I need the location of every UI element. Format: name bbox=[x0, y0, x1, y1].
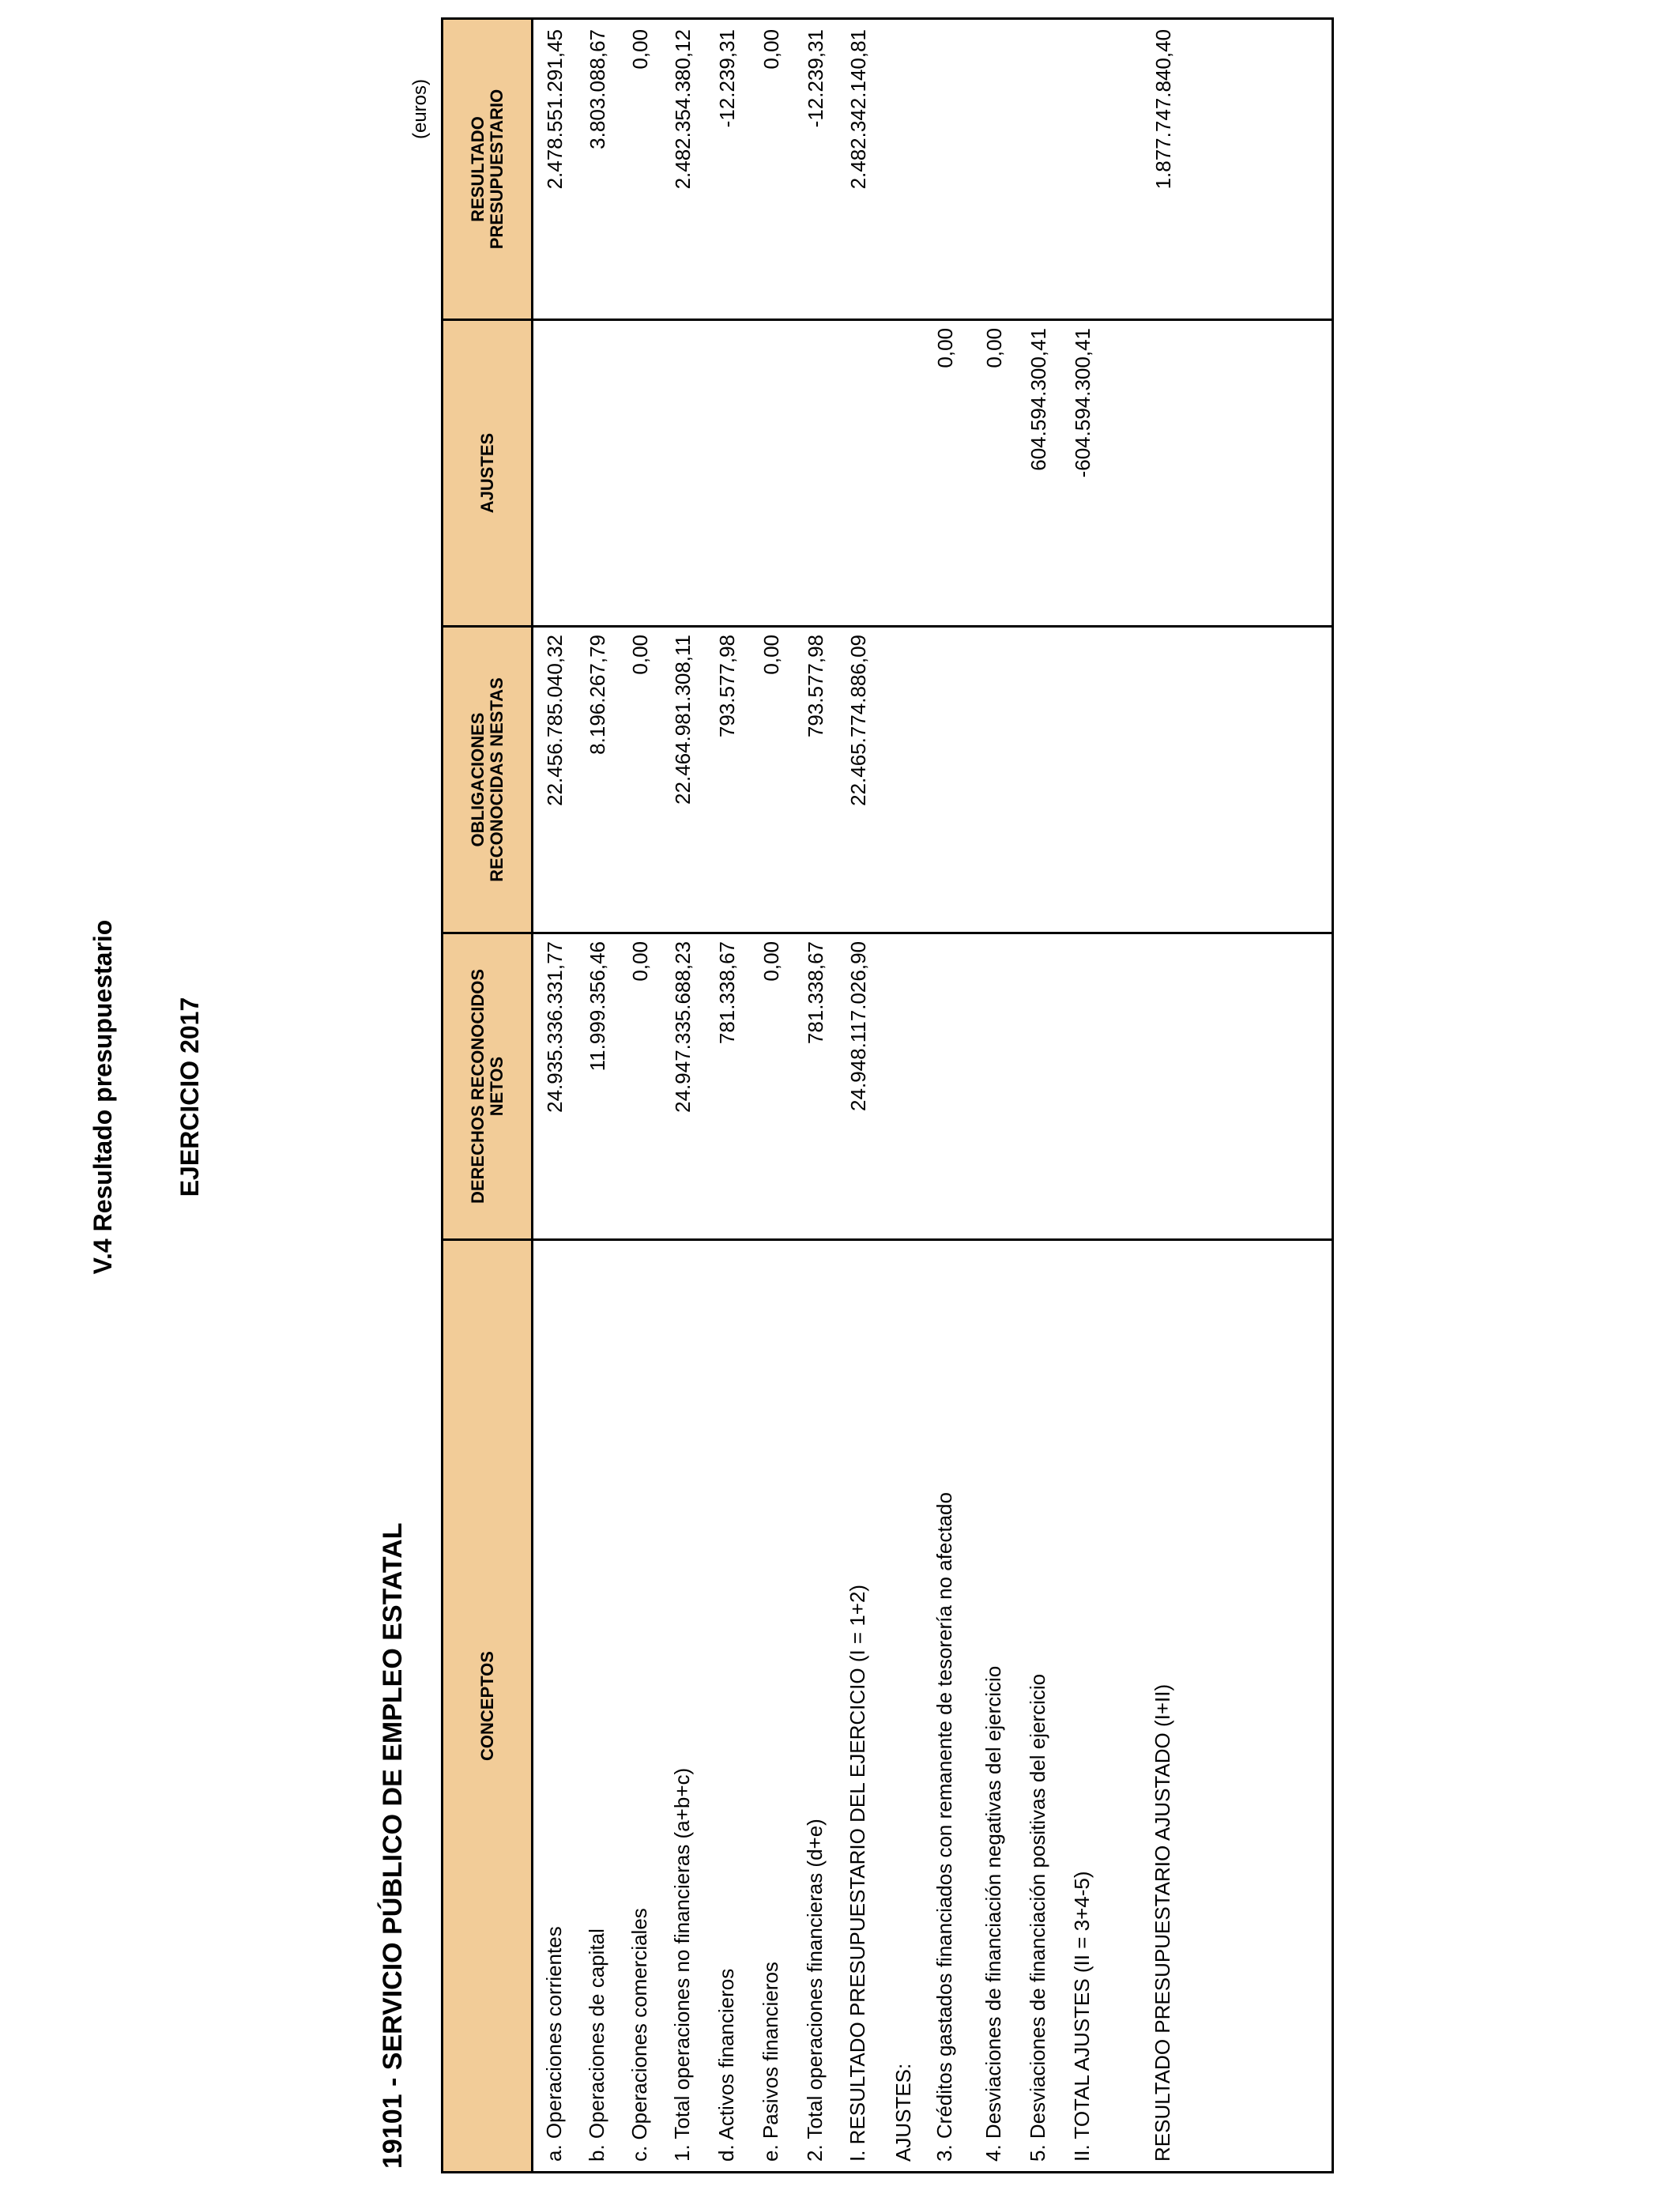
table-row bbox=[665, 20, 715, 2171]
cell-concepto: e. Pasivos financieros bbox=[759, 1962, 782, 2162]
cell-concepto: II. TOTAL AJUSTES (II = 3+4-5) bbox=[1070, 1871, 1094, 2162]
cell-resultado bbox=[976, 20, 1026, 319]
cell-derechos bbox=[927, 932, 977, 1238]
table-row bbox=[976, 20, 1026, 2171]
table-row bbox=[1020, 20, 1071, 2171]
cell-ajustes bbox=[840, 319, 891, 625]
cell-obligaciones bbox=[976, 625, 1026, 932]
cell-concepto: 5. Desviaciones de financiación positivas del ejercicio bbox=[1026, 1673, 1049, 2162]
table-row bbox=[927, 20, 977, 2171]
fiscal-year-heading: EJERCICIO 2017 bbox=[175, 997, 204, 1197]
cell-ajustes bbox=[709, 319, 759, 625]
cell-resultado: 3.803.088,67 bbox=[586, 29, 609, 149]
cell-ajustes: 604.594.300,41 bbox=[1026, 328, 1050, 471]
cell-ajustes bbox=[753, 319, 804, 625]
cell-derechos bbox=[976, 932, 1026, 1238]
cell-concepto: d. Activos financieros bbox=[714, 1968, 738, 2162]
cell-derechos: 781.338,67 bbox=[804, 941, 827, 1045]
cell-obligaciones bbox=[1145, 625, 1196, 932]
document-title: V.4 Resultado presupuestario bbox=[89, 919, 117, 1275]
cell-derechos: 24.947.335.688,23 bbox=[671, 941, 695, 1113]
cell-obligaciones: 793.577,98 bbox=[804, 635, 827, 738]
cell-concepto: 2. Total operaciones financieras (d+e) bbox=[803, 1819, 827, 2162]
cell-resultado bbox=[927, 20, 977, 319]
cell-ajustes: -604.594.300,41 bbox=[1071, 328, 1094, 478]
cell-obligaciones: 0,00 bbox=[628, 635, 652, 675]
cell-obligaciones: 22.456.785.040,32 bbox=[543, 635, 567, 806]
header-conceptos: CONCEPTOS bbox=[443, 1238, 533, 2171]
currency-unit-label: (euros) bbox=[409, 78, 431, 139]
cell-concepto: RESULTADO PRESUPUESTARIO AJUSTADO (I+II) bbox=[1151, 1683, 1174, 2162]
header-ajustes: AJUSTES bbox=[443, 319, 533, 625]
entity-heading: 19101 - SERVICIO PÚBLICO DE EMPLEO ESTATAL bbox=[378, 1522, 408, 2169]
cell-resultado bbox=[1064, 20, 1115, 319]
cell-obligaciones: 0,00 bbox=[759, 635, 783, 675]
cell-concepto: 1. Total operaciones no financieras (a+b+c) bbox=[670, 1767, 694, 2162]
cell-ajustes bbox=[1145, 319, 1196, 625]
cell-concepto: 3. Créditos gastados financiados con remanente de tesorería no afectado bbox=[932, 1492, 956, 2162]
cell-derechos: 781.338,67 bbox=[715, 941, 739, 1045]
header-resultado: RESULTADO PRESUPUESTARIO bbox=[443, 20, 533, 319]
cell-concepto: c. Operaciones comerciales bbox=[627, 1908, 651, 2162]
cell-derechos: 0,00 bbox=[628, 941, 652, 982]
cell-obligaciones: 22.465.774.886,09 bbox=[846, 635, 870, 806]
budget-result-table bbox=[441, 17, 1334, 2173]
cell-concepto: I. RESULTADO PRESUPUESTARIO DEL EJERCICIO (I = 1+2) bbox=[846, 1584, 869, 2162]
cell-resultado: -12.239,31 bbox=[715, 29, 739, 128]
table-row bbox=[753, 20, 804, 2171]
cell-concepto: 4. Desviaciones de financiación negativas del ejercicio bbox=[981, 1665, 1005, 2162]
cell-resultado: 2.482.342.140,81 bbox=[846, 29, 870, 190]
cell-derechos: 11.999.356,46 bbox=[586, 941, 609, 1072]
cell-derechos: 0,00 bbox=[759, 941, 783, 982]
table-row bbox=[709, 20, 759, 2171]
cell-obligaciones bbox=[1020, 625, 1071, 932]
cell-resultado: 2.478.551.291,45 bbox=[543, 29, 567, 190]
cell-derechos bbox=[1064, 932, 1115, 1238]
cell-obligaciones: 22.464.981.308,11 bbox=[671, 635, 695, 805]
cell-concepto: b. Operaciones de capital bbox=[585, 1928, 608, 2162]
cell-concepto: AJUSTES: bbox=[891, 2063, 915, 2162]
table-row bbox=[1064, 20, 1115, 2171]
cell-resultado: -12.239,31 bbox=[804, 29, 827, 128]
cell-derechos bbox=[1020, 932, 1071, 1238]
header-obligaciones: OBLIGACIONES RECONOCIDAS NESTAS bbox=[443, 625, 533, 932]
table-row bbox=[840, 20, 891, 2171]
cell-obligaciones bbox=[1064, 625, 1115, 932]
cell-derechos: 24.948.117.026,90 bbox=[846, 941, 870, 1111]
cell-derechos bbox=[1145, 932, 1196, 1238]
cell-derechos: 24.935.336.331,77 bbox=[543, 941, 567, 1113]
cell-obligaciones: 8.196.267,79 bbox=[586, 635, 609, 755]
header-derechos: DERECHOS RECONOCIDOS NETOS bbox=[443, 932, 533, 1238]
cell-resultado bbox=[1020, 20, 1071, 319]
cell-obligaciones bbox=[927, 625, 977, 932]
cell-resultado: 0,00 bbox=[628, 29, 652, 70]
cell-ajustes bbox=[665, 319, 715, 625]
cell-resultado: 1.877.747.840,40 bbox=[1151, 29, 1175, 190]
cell-ajustes: 0,00 bbox=[933, 328, 957, 368]
cell-resultado: 2.482.354.380,12 bbox=[671, 29, 695, 190]
table-row bbox=[1145, 20, 1196, 2171]
cell-ajustes: 0,00 bbox=[982, 328, 1006, 368]
cell-obligaciones: 793.577,98 bbox=[715, 635, 739, 738]
cell-resultado: 0,00 bbox=[759, 29, 783, 70]
cell-concepto: a. Operaciones corrientes bbox=[542, 1926, 566, 2162]
